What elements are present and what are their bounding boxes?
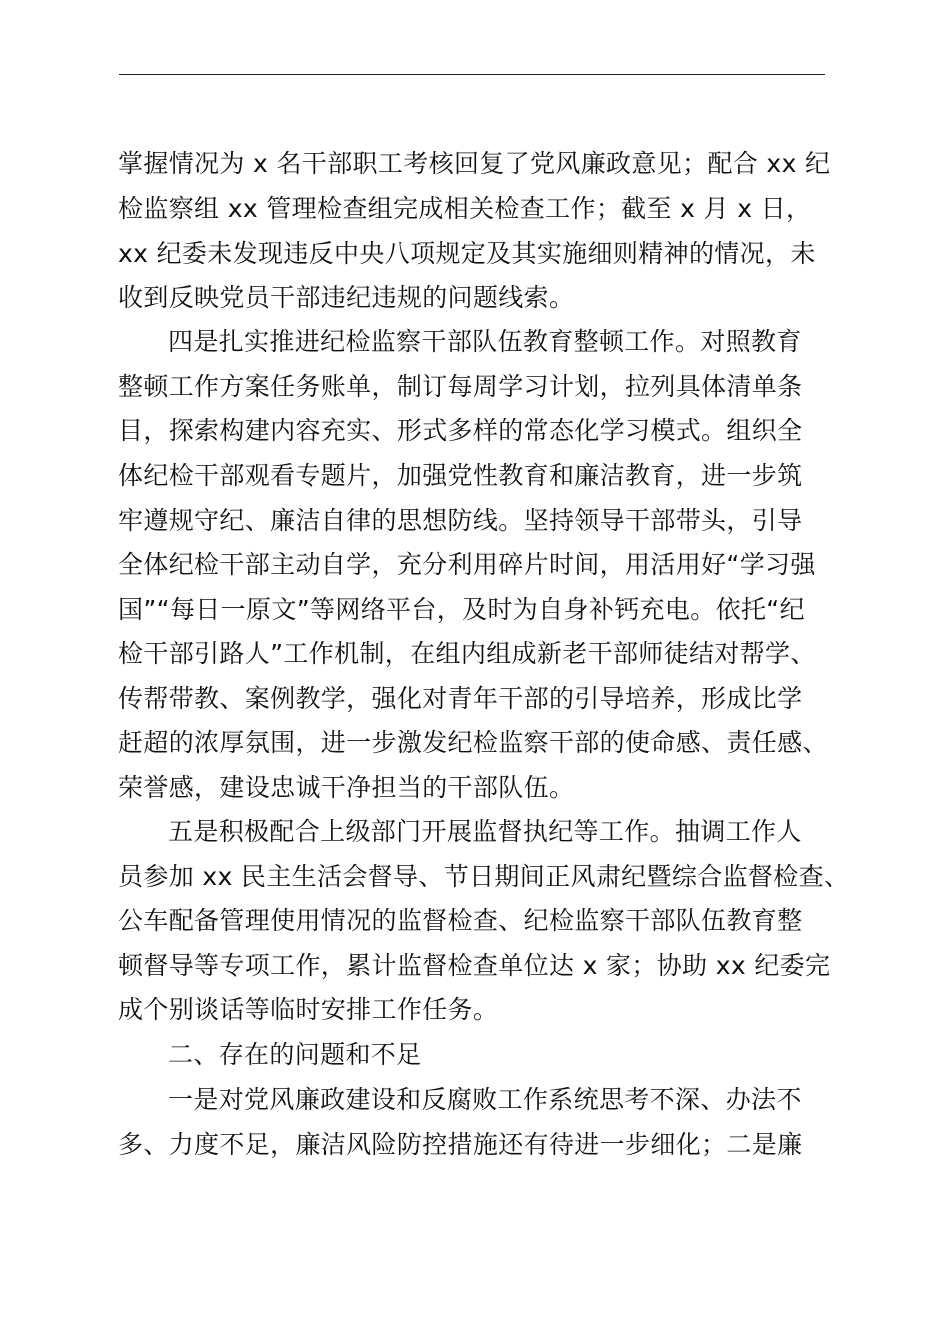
section-heading: 二、存在的问题和不足 <box>168 1040 422 1069</box>
text-line: 收到反映党员干部违纪违规的问题线索。 <box>118 283 575 312</box>
text-line: 掌握情况为 x 名干部职工考核回复了党风廉政意见；配合 xx 纪 <box>118 149 831 178</box>
paragraph-start-line: 一是对党风廉政建设和反腐败工作系统思考不深、办法不 <box>168 1085 802 1114</box>
paragraph-start-line: 五是积极配合上级部门开展监督执纪等工作。抽调工作人 <box>168 817 802 846</box>
text-line: 目，探索构建内容充实、形式多样的常态化学习模式。组织全 <box>118 416 803 445</box>
text-line: 全体纪检干部主动自学，充分利用碎片时间，用活用好“学习强 <box>118 550 816 579</box>
text-line: xx 纪委未发现违反中央八项规定及其实施细则精神的情况，未 <box>118 239 816 268</box>
text-line: 检监察组 xx 管理检查组完成相关检查工作；截至 x 月 x 日， <box>118 194 812 223</box>
paragraph-start-line: 四是扎实推进纪检监察干部队伍教育整顿工作。对照教育 <box>168 327 802 356</box>
text-line: 顿督导等专项工作，累计监督检查单位达 x 家；协助 xx 纪委完 <box>118 951 831 980</box>
text-line: 员参加 xx 民主生活会督导、节日期间正风肃纪暨综合监督检查、 <box>118 862 850 891</box>
text-line: 多、力度不足，廉洁风险防控措施还有待进一步细化；二是廉 <box>118 1130 803 1159</box>
text-line: 赶超的浓厚氛围，进一步激发纪检监察干部的使命感、责任感、 <box>118 728 828 757</box>
header-rule <box>119 74 825 75</box>
text-line: 整顿工作方案任务账单，制订每周学习计划，拉列具体清单条 <box>118 372 803 401</box>
text-line: 传帮带教、案例教学，强化对青年干部的引导培养，形成比学 <box>118 684 803 713</box>
text-line: 检干部引路人”工作机制，在组内组成新老干部师徒结对帮学、 <box>118 639 816 668</box>
text-line: 体纪检干部观看专题片，加强党性教育和廉洁教育，进一步筑 <box>118 461 803 490</box>
text-line: 荣誉感，建设忠诚干净担当的干部队伍。 <box>118 773 575 802</box>
text-line: 公车配备管理使用情况的监督检查、纪检监察干部队伍教育整 <box>118 906 803 935</box>
text-line: 国”“每日一原文”等网络平台，及时为自身补钙充电。依托“纪 <box>118 595 805 624</box>
text-line: 牢遵规守纪、廉洁自律的思想防线。坚持领导干部带头，引导 <box>118 506 803 535</box>
text-line: 成个别谈话等临时安排工作任务。 <box>118 995 499 1024</box>
